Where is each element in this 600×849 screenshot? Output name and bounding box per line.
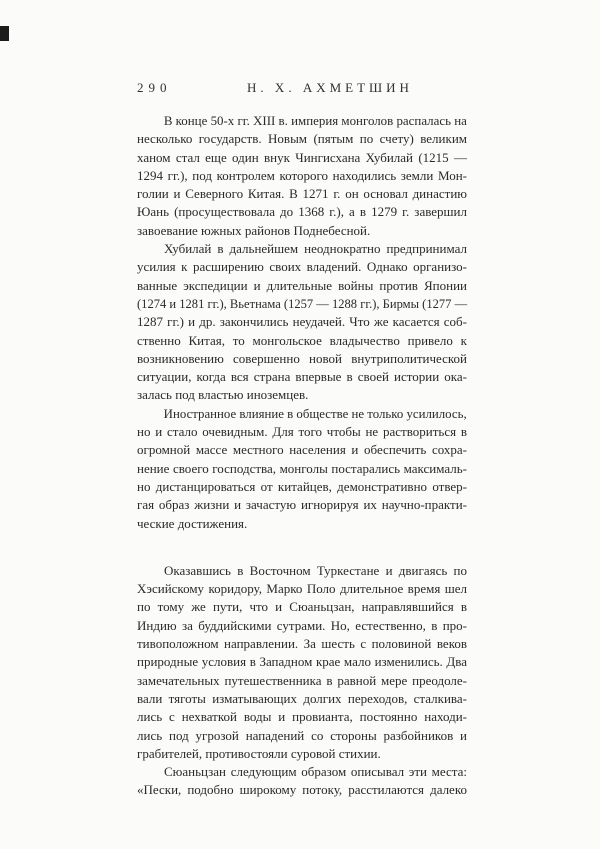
text-line: тивоположном направлении. За шесть с половиной веков	[137, 636, 467, 652]
paragraph	[137, 763, 467, 800]
paragraph	[137, 240, 467, 405]
text-line: нение своего господства, монголы постарались максималь-	[137, 460, 467, 476]
text-line: (1274 и 1281 гг.), Вьетнама (1257 — 1288 гг.), Бирмы (1277 —	[137, 295, 468, 311]
page-header	[137, 80, 467, 96]
text-line: возникновению совершенно новой внутриполитической	[137, 350, 467, 366]
text-line: но дистанцироваться от китайцев, демонстративно отвер-	[137, 478, 467, 494]
text-line: огромной массе местного населения и обеспечить сохра-	[137, 442, 467, 458]
text-line: ситуации, когда вся страна впервые в своей истории ока-	[137, 369, 467, 385]
text-line: лись под угрозой нападений со стороны разбойников и	[137, 727, 467, 743]
text-line: Хэсийскому коридору, Марко Поло длительное время шел	[137, 581, 467, 597]
text-line: «Пески, подобно широкому потоку, расстилаются далеко	[137, 782, 467, 798]
text-line: 1294 гг.), под контролем которого находились земли Мон-	[137, 167, 467, 183]
paragraph	[137, 562, 467, 763]
text-line: природные условия в Западном крае мало изменились. Два	[137, 654, 467, 670]
text-line: лись с нехваткой воды и провианта, постоянно находи-	[137, 709, 467, 725]
text-line: замечательных путешественника в равной мере преодоле-	[137, 672, 467, 688]
page-number: 290	[137, 80, 172, 95]
text-line: голии и Северного Китая. В 1271 г. он основал династию	[137, 186, 467, 202]
scan-artifact	[0, 26, 9, 41]
text-line: ванные экспедиции и длительные войны против Японии	[137, 277, 467, 293]
text-line: гая образ жизни и зачастую игнорируя их научно-практи-	[137, 497, 467, 513]
text-line: Хубилай в дальнейшем неоднократно предпринимал	[164, 241, 467, 257]
text-line: В конце 50-х гг. XIII в. империя монголов распалась на	[163, 113, 467, 128]
text-line: ственно Китая, то монгольское владычество привело к	[137, 332, 467, 348]
text-line: Сюаньцзан следующим образом описывал эти места:	[164, 764, 467, 780]
text-line: несколько государств. Новым (пятым по счету) великим	[137, 131, 467, 147]
text-line: вали тяготы изматывающих долгих переходов, сталкива-	[137, 690, 467, 706]
text-line: грабителей, противостояли суровой стихии.	[137, 745, 381, 761]
text-line: ческие достижения.	[137, 515, 248, 531]
text-line: усилия к расширению своих владений. Однако организо-	[137, 259, 467, 275]
text-block	[137, 112, 467, 800]
paragraph	[137, 405, 467, 533]
text-line: Юань (просуществовала до 1368 г.), а в 1279 г. завершил	[137, 204, 467, 220]
text-line: ханом стал еще один внук Чингисхана Хубилай (1215 —	[137, 149, 467, 165]
text-line: Иностранное влияние в обществе не только усилилось,	[163, 405, 467, 421]
text-line: по тому же пути, что и Сюаньцзан, направлявшийся в	[137, 599, 467, 615]
running-head: Н. Х. АХМЕТШИН	[247, 80, 413, 95]
text-line: Индию за буддийскими сутрами. Но, естественно, в про-	[137, 617, 467, 633]
text-line: но и стало очевидным. Для того чтобы не раствориться в	[137, 424, 467, 440]
text-line: Оказавшись в Восточном Туркестане и двигаясь по	[164, 562, 467, 578]
paragraph	[137, 112, 467, 240]
text-line: 1287 гг.) и др. закончились неудачей. Что же касается соб-	[137, 314, 467, 330]
text-line: завоевание южных районов Поднебесной.	[137, 222, 371, 238]
text-line: залась под властью иноземцев.	[137, 387, 309, 403]
